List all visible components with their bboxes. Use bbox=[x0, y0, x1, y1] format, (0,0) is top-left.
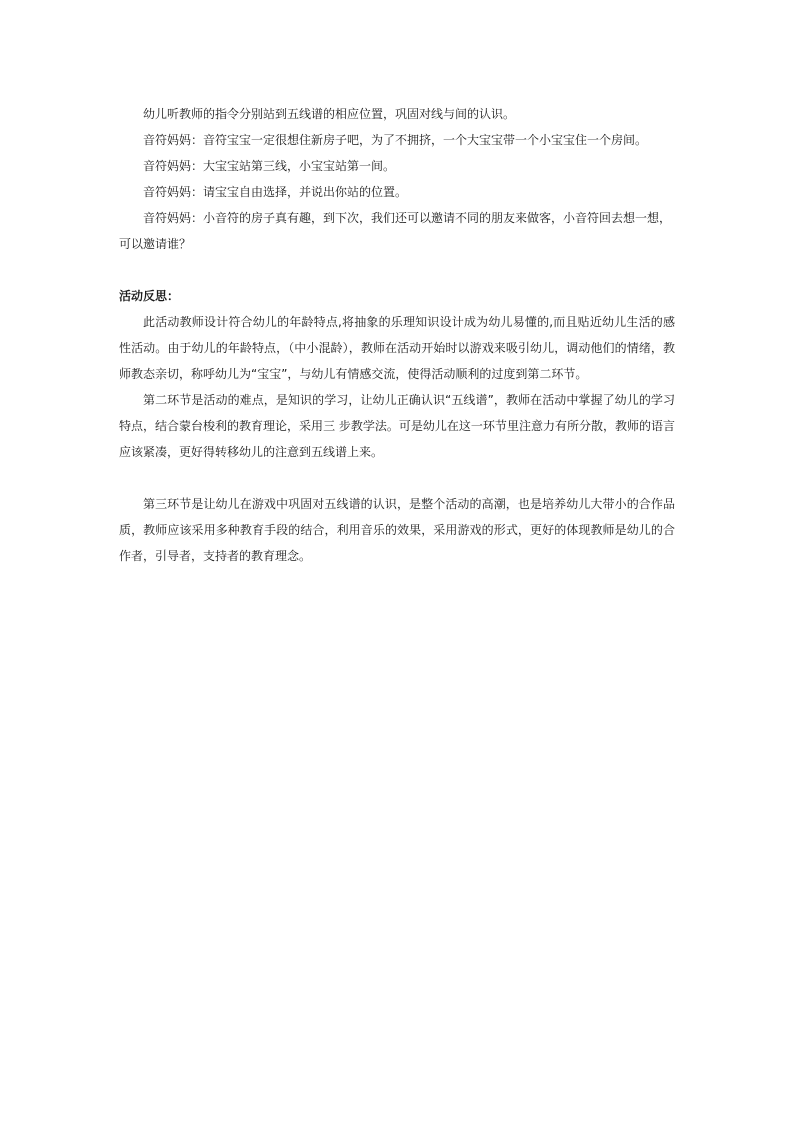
section-spacer bbox=[119, 257, 675, 283]
paragraph-dialogue-4-continued: 可以邀请谁？ bbox=[119, 237, 192, 251]
paragraph-dialogue-4: 音符妈妈：小音符的房子真有趣，到下次，我们还可以邀请不同的朋友来做客，小音符回去想一想， bbox=[143, 211, 672, 225]
document-body bbox=[119, 101, 675, 569]
reflection-paragraph-3: 第三环节是让幼儿在游戏中巩固对五线谱的认识，是整个活动的高潮，也是培养幼儿大带小的合作品质，教师应该采用多种教育手段的结合，利用音乐的效果，采用游戏的形式，更好的体现教师是幼儿的合作者，引导者，支持者的教育理念。 bbox=[119, 497, 675, 563]
reflection-paragraph-2: 第二环节是活动的难点，是知识的学习，让幼儿正确认识“五线谱”，教师在活动中掌握了幼儿的学习特点，结合蒙台梭利的教育理论，采用三 步教学法。可是幼儿在这一环节里注意力有所分散，教师的语言应该紧凑，更好得转移幼儿的注意到五线谱上来。 bbox=[119, 393, 675, 459]
paragraph-dialogue-3: 音符妈妈：请宝宝自由选择，并说出你站的位置。 bbox=[143, 185, 408, 199]
paragraph-dialogue-1: 音符妈妈：音符宝宝一定很想住新房子吧，为了不拥挤，一个大宝宝带一个小宝宝住一个房间。 bbox=[143, 133, 648, 147]
paragraph-instruction: 幼儿听教师的指令分别站到五线谱的相应位置，巩固对线与间的认识。 bbox=[143, 107, 516, 121]
paragraph-dialogue-2: 音符妈妈：大宝宝站第三线，小宝宝站第一间。 bbox=[143, 159, 396, 173]
reflection-paragraph-1: 此活动教师设计符合幼儿的年龄特点,将抽象的乐理知识设计成为幼儿易懂的,而且贴近幼儿生活的感性活动。由于幼儿的年龄特点，（中小混龄），教师在活动开始时以游戏来吸引幼儿，调动他们的情绪，教师教态亲切，称呼幼儿为“宝宝”，与幼儿有情感交流，使得活动顺利的过度到第二环节。 bbox=[119, 315, 675, 381]
paragraph-spacer bbox=[119, 465, 675, 491]
section-heading-reflection: 活动反思： bbox=[119, 289, 180, 303]
